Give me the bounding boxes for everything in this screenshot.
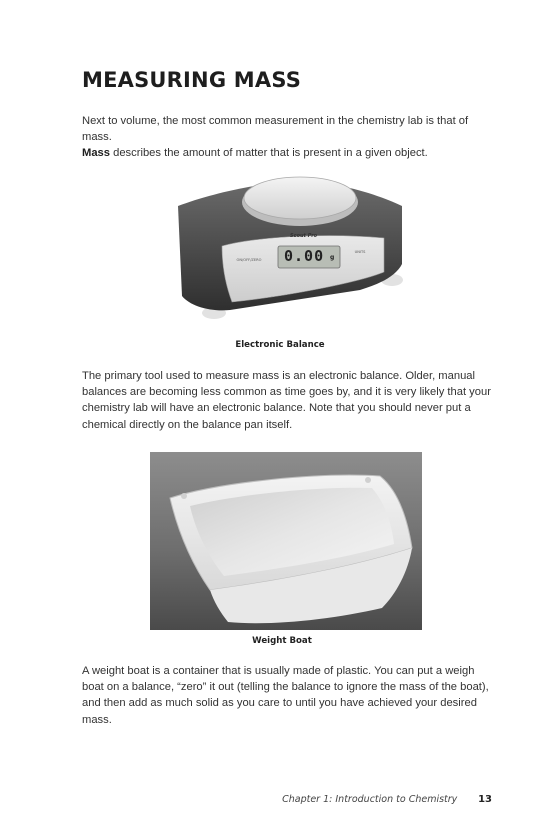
balance-paragraph: The primary tool used to measure mass is an electronic balance. Older, manual balances are becoming less common as time goes by, and it is very likely that your chemistry lab will have an electronic balance. Note that you should never put a chemical directly on the balance pan itself. (82, 370, 491, 431)
page-number: 13 (478, 794, 492, 805)
balance-zero-button: ON/OFF/ZERO (236, 258, 262, 262)
electronic-balance-image (170, 172, 406, 322)
weight-boat-image (150, 452, 422, 630)
weight-boat-paragraph: A weight boat is a container that is usually made of plastic. You can put a weigh boat on a balance, “zero” it out (telling the balance to ignore the mass of the boat), and then add as much solid as you care to until you have achieved your desired mass. (82, 665, 489, 726)
balance-brand-label: Scout Pro (290, 233, 318, 239)
term-mass: Mass (82, 147, 110, 160)
intro-sentence-2: describes the amount of matter that is present in a given object. (110, 147, 428, 160)
balance-display-readout: 0.00 (284, 247, 325, 265)
intro-paragraph (82, 113, 494, 162)
figure-caption-balance: Electronic Balance (235, 340, 325, 350)
page-footer (282, 794, 492, 805)
intro-sentence-1: Next to volume, the most common measurement in the chemistry lab is that of mass. (82, 115, 469, 144)
footer-chapter-title: Chapter 1: Introduction to Chemistry (282, 794, 458, 805)
balance-display-unit: g (330, 254, 335, 261)
balance-units-button: UNITS (354, 250, 366, 254)
page-title: MEASURING MASS (82, 68, 302, 92)
figure-caption-weight-boat: Weight Boat (252, 636, 312, 646)
